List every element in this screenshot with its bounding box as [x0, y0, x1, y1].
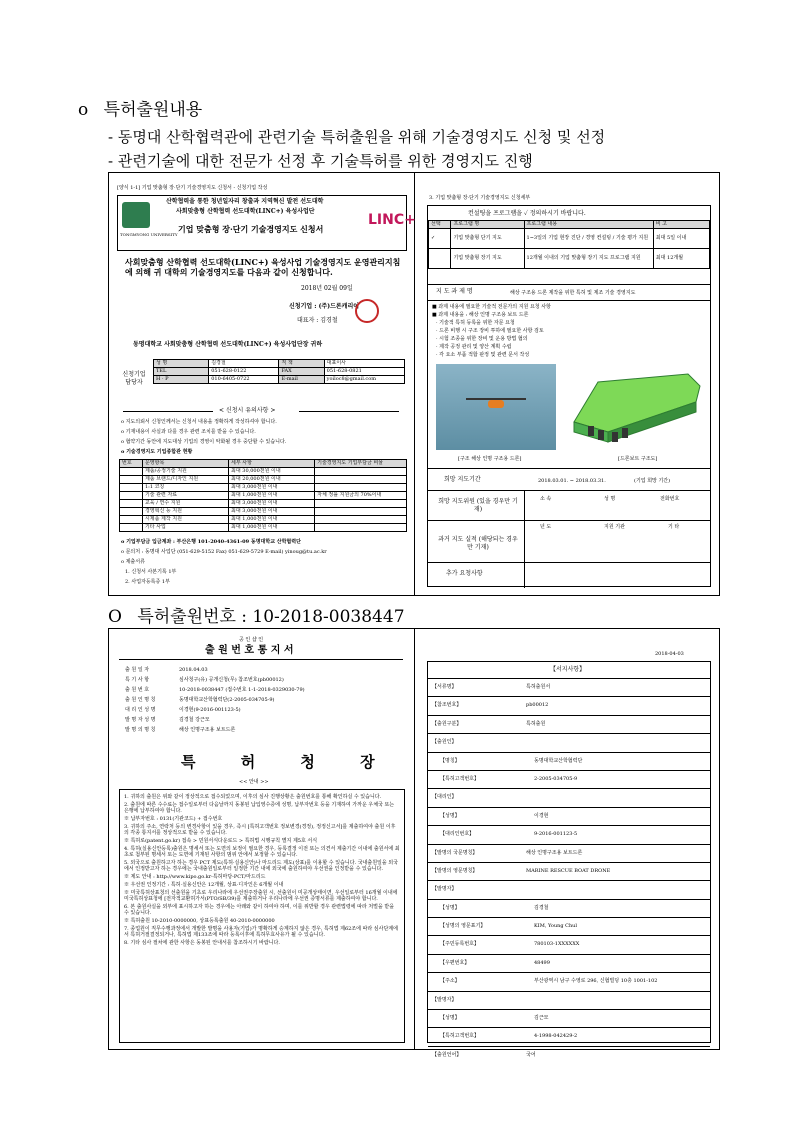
form-right-box [427, 205, 711, 587]
biblio-value: 특허출원 [526, 720, 546, 727]
contact-cell: 성 명 [154, 360, 209, 368]
biblio-label: 【특허고객번호】 [440, 1033, 479, 1040]
logo-label: TONGMYONG UNIVERSITY [120, 232, 178, 237]
guide-line: ※ 미국특허상표청의 선출원을 기초로 우리나라에 우선권주장출원 시, 선출원이 미공개상태이면, 우선일로부터 16개월 이내에 미국특허상표청에 [전자적교환허가서(PTO/SB/39)를 제출하거나 우리나라에 우선권 증명서류를 제출하여야 합니다. [124, 890, 398, 902]
org-line-1: 산학협력을 통한 청년일자리 창출과 지역혁신 발전 선도대학 [166, 198, 324, 205]
biblio-row [428, 862, 710, 880]
application-form-panel [108, 172, 720, 596]
program-cost-table [119, 459, 407, 532]
table-cell: 최대 3,000천원 이내 [229, 508, 315, 516]
table-cell: 기술 관련 자료 [142, 492, 228, 500]
biblio-label: 【대리인】 [432, 794, 457, 801]
field-value: 10-2018-0038447 (접수번호 1-1-2018-0329030-79) [179, 687, 305, 693]
form-right [415, 173, 719, 595]
biblio-label: 【성명】 [440, 812, 460, 819]
detail-line: · 제작 공정 관리 및 양산 계획 수립 [436, 344, 512, 350]
notice-right [415, 629, 719, 1058]
other-label: 추가 요청사항 [446, 570, 483, 577]
applicant-row [289, 303, 359, 311]
form-left-header-note: [양식 1-1] 기업 맞춤형 장·단기 기술경영지도 신청서 - 신청기업 작성 [117, 185, 268, 191]
boat-diagram [568, 362, 704, 454]
form-date: 2018년 02월 09일 [301, 285, 353, 292]
rule [119, 659, 403, 660]
guide-line: ※ 특허로(patent.go.kr) 접속 > 민원서식다운로드 > 특허법 시행규칙 별지 제5호 서식 [124, 838, 318, 844]
form-left [109, 173, 414, 595]
biblio-value: KIM, Young Chul [534, 923, 577, 930]
notice-top-small: 공 인 샵 인 [239, 637, 264, 643]
table-cell [120, 476, 143, 484]
image2-caption: [드론보트 구조도] [618, 456, 658, 462]
table-cell: 기업 맞춤형 단기 지도 [451, 229, 524, 249]
biblio-value: MARINE RESCUE BOAT DRONE [526, 867, 611, 874]
program-table [428, 220, 710, 269]
program-table-title: 컨설팅을 프로그램을 ✓ 정의하시기 바랍니다. [468, 210, 586, 217]
detail-line: · 각 요소 부품 적합 판정 및 관련 문서 작성 [436, 352, 530, 358]
drone-photo [436, 364, 556, 450]
table-cell: 교육 / 연수 지원 [142, 500, 228, 508]
footer-line: 1. 신청서 사본기록 1부 [125, 569, 177, 575]
contact-cell: E-mail [279, 376, 324, 384]
field-label: 발 명 의 명 칭 [125, 727, 156, 733]
biblio-label: 【발명의 영문명칭】 [432, 867, 478, 874]
rep-value: 김경철 [320, 317, 338, 324]
biblio-value: 48499 [534, 959, 550, 966]
contact-cell: 대표이사 [324, 360, 404, 368]
detail-line: ■ 과제 내용을 : 해상 인명 구조용 보트 드론 [432, 312, 529, 318]
guide-line: ※ 납부자번호 : 0131(기관코드) + 접수번호 [124, 816, 223, 822]
biblio-value: 특허출원서 [526, 684, 551, 690]
table-header: 비 고 [653, 221, 709, 229]
table-cell [315, 484, 407, 492]
commissioner-title: 특 허 청 장 [181, 753, 395, 771]
table-header: 기술경영지도 기업부담금 비율 [315, 460, 407, 468]
table-cell [315, 508, 407, 516]
image1-caption: [구조 해상 인명 구조용 드론] [458, 456, 522, 462]
contact-cell: FAX [279, 368, 324, 376]
period-value: 2018.03.01. ~ 2018.03.31. [538, 478, 606, 484]
bibliographic-box [427, 661, 711, 1058]
rep-label: 대표자 : [297, 317, 319, 324]
table-header-row [120, 460, 407, 468]
section2-marker: O [108, 607, 122, 627]
col-divider [524, 490, 525, 588]
biblio-row [428, 917, 710, 935]
detail-line: · 시험 조종을 위한 장비 및 운용 방법 협의 [436, 336, 528, 342]
contact-cell: TEL [154, 368, 209, 376]
contact-label: 신청기업 담당자 [122, 371, 146, 386]
company-seal-icon [355, 299, 379, 323]
checkbox-cell: ✓ [429, 229, 451, 249]
contact-row [154, 376, 405, 384]
table-header: 프로그램 명 [451, 221, 524, 229]
table-header-row [429, 221, 710, 229]
field-label: 출 원 인 명 칭 [125, 697, 156, 703]
table-cell: 최대 3,000천원 이내 [229, 500, 315, 508]
guide-line: 2. 출원에 따른 수수료는 접수일로부터 다음날까지 동봉된 납입영수증에 성명, 납부자번호 등을 기재하여 가까운 우체국 또는 은행에 납부하여야 합니다. [124, 802, 395, 814]
biblio-value [522, 789, 530, 806]
contact-cell: H · P [154, 376, 209, 384]
table-row [429, 229, 710, 249]
biblio-value: 김근모 [534, 1015, 549, 1022]
table-cell: 최대 1,000천원 이내 [229, 516, 315, 524]
table-cell [315, 468, 407, 476]
form-intro: 사회맞춤형 산학협력 선도대학(LINC+) 육성사업 기술경영지도 운영관리지침에 의해 귀 대학의 기술경영지도를 다음과 같이 신청합니다. [125, 257, 401, 277]
biblio-label: 【주민등록번호】 [440, 941, 479, 948]
guide-line: 5. 외국으로 출원하고자 하는 경우 PCT 제도(특허·실용신안)나 마드리드 제도(상표)를 이용할 수 있습니다. 국내출원일을 외국에서 인정받고자 하는 경우에는 국내출원일로부터 일정한 기간 내에 외국에 출원하여야 우선권을 인정받을 수 있습니다. [124, 860, 398, 872]
biblio-row [428, 1009, 710, 1027]
table-cell: 경영혁신 등 지원 [142, 508, 228, 516]
table-cell [315, 476, 407, 484]
table-cell: 12개월 이내의 기업 맞춤형 장기 지도 프로그램 지원 [524, 249, 653, 269]
biblio-value: 9-2016-001123-5 [534, 831, 578, 838]
table-cell [120, 468, 143, 476]
rule [428, 520, 710, 521]
table-cell [120, 508, 143, 516]
table-cell: 최대 3,000천원 이내 [229, 484, 315, 492]
table-row [120, 524, 407, 532]
notice-line: o 기재내용이 사실과 다를 경우 관련 조치를 받을 수 있습니다. [121, 429, 256, 435]
table-cell [120, 484, 143, 492]
field-label: 대 리 인 성 명 [125, 707, 156, 713]
table-cell [120, 524, 143, 532]
field-label: 발 명 자 성 명 [125, 717, 156, 723]
contact-cell: yoiloc8@gmail.com [324, 376, 404, 384]
expert-label: 희망 지도위원 (있을 경우만 기재) [438, 498, 518, 513]
biblio-row [428, 752, 710, 770]
rep-row [297, 317, 338, 325]
table-row [120, 500, 407, 508]
guide-line: 6. 본 출원사실을 외부에 표시하고자 하는 경우에는 아래와 같이 하여야 하며, 이를 위반할 경우 관련법령에 따라 처벌을 받을 수 있습니다. [124, 904, 395, 916]
topic-label: 지 도 과 제 명 [436, 288, 473, 295]
notice-rule-left [123, 411, 213, 412]
section2-heading [108, 602, 405, 627]
table-row [120, 484, 407, 492]
section1-heading [78, 95, 202, 120]
table-header: 프로그램 내용 [524, 221, 653, 229]
table-row [120, 508, 407, 516]
period-label: 희망 지도기간 [444, 476, 481, 483]
biblio-value [522, 992, 530, 1009]
biblio-row [428, 972, 710, 990]
rule [428, 468, 710, 469]
table-cell: 자체 정률 지원금의 70%이내 [315, 492, 407, 500]
biblio-row [428, 696, 710, 714]
drone-arms [466, 398, 526, 400]
biblio-row [428, 788, 710, 806]
field-label: 출 원 번 호 [125, 687, 150, 693]
history-head: 지원 기관 [604, 524, 625, 530]
biblio-label: 【발명자】 [432, 886, 457, 893]
applicant-label: 신청기업 : [289, 303, 317, 310]
biblio-row [428, 807, 710, 825]
table-cell: 최대 12개월 [653, 249, 709, 269]
table-cell: 최대 30,000천원 이내 [229, 468, 315, 476]
biblio-row [428, 678, 710, 696]
table-cell [120, 516, 143, 524]
drone-icon [488, 400, 504, 408]
table-header: 세부 사항 [229, 460, 315, 468]
topic-value: 해상 구조용 드론 제작을 위한 특허 및 제조 기술 경영지도 [510, 290, 636, 296]
history-head: 년 도 [540, 524, 552, 530]
biblio-row [428, 733, 710, 751]
section1-title: 특허출원내용 [103, 100, 203, 120]
biblio-value: 이경현 [534, 812, 549, 819]
biblio-row [428, 954, 710, 972]
footer-line: o 문의처 : 동명대 사업단 (051-629-5152 Fax) 051-629-5729 E-mail) yinoug@tu.ac.kr [121, 549, 327, 555]
notice-date: 2018-04-03 [655, 651, 684, 657]
biblio-row [428, 880, 710, 898]
biblio-label: 【명칭】 [440, 757, 460, 764]
table-cell: 최대 20,000천원 이내 [229, 476, 315, 484]
table-cell: 기타 사업 [142, 524, 228, 532]
guide-line: 7. 종업원이 직무수행과정에서 개발한 발명을 사용자(기업)가 명확하게 승계하지 않은 경우, 특허법 제62조에 따라 심사단계에서 특허거절결정되거나, 특허법 제133조에 따라 등록이후에 특허무효사유가 될 수 있습니다. [124, 926, 398, 938]
history-label: 과거 지도 실적 (해당되는 경우만 기재) [438, 536, 518, 551]
section1-bullet-2: - 관련기술에 대한 전문가 선정 후 기술특허를 위한 경영지도 진행 [108, 152, 533, 170]
table-row [429, 249, 710, 269]
notice-rule-right [299, 411, 399, 412]
guide-label: << 안내 >> [239, 779, 269, 785]
applicant-value: (주)드론캐리어 [318, 303, 360, 310]
biblio-label: 【출원구분】 [432, 720, 462, 727]
section2-title: 특허출원번호 : 10-2018-0038447 [137, 607, 405, 627]
biblio-label: 【서류명】 [432, 684, 457, 690]
field-value: 해상 인명구조용 보트드론 [179, 727, 236, 733]
linc-logo: LINC+ [368, 212, 416, 228]
contact-cell: 051-628-0122 [209, 368, 279, 376]
biblio-value [522, 734, 530, 751]
footer-line: o 기업부담금 입금계좌 : 부산은행 101-2040-4361-09 동명대학교 산학협력단 [121, 539, 301, 545]
form-title: 기업 맞춤형 장·단기 기술경영지도 신청서 [178, 224, 324, 234]
biblio-value: 4-1998-042429-2 [534, 1033, 578, 1040]
biblio-row [428, 825, 710, 843]
checkbox-cell [429, 249, 451, 269]
biblio-value: 국어 [526, 1051, 536, 1058]
guide-line: ※ 제도 안내 : http://www.kipo.go.kr-특허마당-PCT/마드리드 [124, 874, 266, 880]
biblio-value: 해상 인명구조용 보트드론 [526, 849, 583, 856]
guide-line: ※ 특허출원 10-2010-0000000, 상표등록출원 40-2010-0000000 [124, 918, 275, 924]
recipient: 동명대학교 사회맞춤형 산학협력 선도대학(LINC+) 육성사업단장 귀하 [133, 341, 323, 348]
contact-cell: 직 책 [279, 360, 324, 368]
org-line-2: 사회맞춤형 산학협력 선도대학(LINC+) 육성사업단 [176, 208, 315, 215]
biblio-row [428, 1027, 710, 1045]
table-row [120, 516, 407, 524]
biblio-value [522, 881, 530, 898]
biblio-row [428, 991, 710, 1009]
detail-line: · 기술적 특허 등록을 위한 자문 요청 [436, 320, 515, 326]
field-value: 심사청구(유) 공개신청(무) 참조번호(pb00012) [179, 677, 284, 683]
biblio-label: 【대리인번호】 [440, 831, 475, 838]
table-cell: 최대 1,000천원 이내 [229, 524, 315, 532]
biblio-value: pb00012 [526, 702, 549, 709]
rule [428, 490, 710, 491]
table-cell: 최대 5일 이내 [653, 229, 709, 249]
expert-head: 소 속 [540, 496, 552, 502]
section1-bullet-1: - 동명대 산학협력관에 관련기술 특허출원을 위해 기술경영지도 신청 및 선정 [108, 128, 606, 146]
guide-line: 3. 귀하의 주소, 연락처 등의 변경사항이 있을 경우, 즉시 [특허고객번호 정보변경(경정), 정정신고서]를 제출하여야 출원 이후의 각종 통지서를 정상적으로 받을 수 있습니다. [124, 824, 396, 836]
rule [428, 562, 710, 563]
biblio-value: 780103-1XXXXXX [534, 941, 580, 948]
footer-line: 2. 사업자등록증 1부 [125, 579, 170, 585]
notice-line: o 기술경영지도 기업종합관 현황 [121, 449, 193, 455]
biblio-value: 부산광역시 남구 수영로 296, 신협빌딩 10층 1001-102 [534, 978, 658, 985]
biblio-value: 김경철 [534, 904, 549, 911]
biblio-row [428, 899, 710, 917]
biblio-value: 동명대학교산학협력단 [534, 757, 583, 764]
expert-head: 성 명 [604, 496, 616, 502]
table-cell [120, 492, 143, 500]
history-head: 기 타 [668, 524, 680, 530]
rule [428, 284, 710, 285]
table-cell: 기업 맞춤형 장기 지도 [451, 249, 524, 269]
contact-cell: 051-628-0821 [324, 368, 404, 376]
contact-table [153, 359, 405, 384]
guide-box [119, 789, 405, 1043]
table-cell: 제품 브랜드/디자인 지원 [142, 476, 228, 484]
biblio-label: 【출원언어】 [432, 1051, 462, 1058]
university-logo-icon [122, 202, 150, 228]
table-row [120, 476, 407, 484]
field-value: 2018.04.03 [179, 667, 208, 673]
guide-line: 8. 기타 심사 절차에 관한 사항은 동봉된 안내서를 참조하시기 바랍니다. [124, 940, 280, 946]
biblio-row [428, 770, 710, 788]
table-row [120, 492, 407, 500]
guide-line: ※ 우선권 인정기간 : 특허·실용신안은 12개월, 상표·디자인은 6개월 이내 [124, 882, 284, 888]
table-header: 선택 [429, 221, 451, 229]
table-cell: 최대 1,000천원 이내 [229, 492, 315, 500]
section1-marker: o [78, 100, 89, 120]
biblio-label: 【출원인】 [432, 739, 457, 746]
biblio-value: 2-2005-034705-9 [534, 775, 578, 782]
expert-head: 전화번호 [660, 496, 680, 502]
biblio-label: 【성명의 영문표기】 [440, 923, 486, 930]
biblio-label: 【발명의 국문명칭】 [432, 849, 478, 856]
field-label: 특 기 사 항 [125, 677, 150, 683]
field-label: 출 원 일 자 [125, 667, 150, 673]
table-cell: 제품/공정기술 지원 [142, 468, 228, 476]
notice-left [109, 629, 414, 1049]
table-header: 운영항목 [142, 460, 228, 468]
table-cell: 1:1 코칭 [142, 484, 228, 492]
table-cell: 시제품 제작 지원 [142, 516, 228, 524]
biblio-label: 【특허고객번호】 [440, 775, 479, 782]
field-value: 이경현(9-2016-001123-5) [179, 707, 241, 713]
bibliographic-list [428, 678, 710, 1064]
biblio-row [428, 844, 710, 862]
biblio-label: 【주소】 [440, 978, 460, 985]
biblio-row [428, 935, 710, 953]
guide-line: 4. 특허(실용신안등록)출원은 명세서 또는 도면의 보정이 필요한 경우, 등록결정 이전 또는 의견서 제출기간 이내에 출원서에 최초로 첨부된 명세서 또는 도면에 기재된 사항의 범위 안에서 보정할 수 있습니다. [124, 846, 400, 858]
table-cell: 1~3일의 기업 현장 진단 / 경영 컨설팅 / 기술 평가 지원 [524, 229, 653, 249]
field-value: 김경철 강근모 [179, 717, 210, 723]
table-cell [315, 500, 407, 508]
table-cell [315, 524, 407, 532]
table-cell [315, 516, 407, 524]
notice-title: < 신청시 유의사항 > [219, 407, 276, 414]
biblio-label: 【참조번호】 [432, 702, 462, 709]
form-right-header-note: 3. 기업 맞춤형 장·단기 기술경영지도 신청세부 [429, 195, 531, 201]
detail-line: · 드론 비행 시 구조 장비 투하에 필요한 사항 검토 [436, 328, 544, 334]
biblio-label: 【우편번호】 [440, 959, 470, 966]
application-notice-panel [108, 628, 720, 1058]
field-value: 동명대학교산학협력단(2-2005-034705-9) [179, 697, 275, 703]
form-left-title-box [117, 195, 416, 251]
table-header: 번호 [120, 460, 143, 468]
bibliographic-heading: 【서지사항】 [550, 666, 586, 673]
contact-cell: 010-6405-0722 [209, 376, 279, 384]
contact-row [154, 360, 405, 368]
period-note: (기업 희망 기간) [634, 478, 671, 484]
notice-line: o 협약기간 동안에 지도대상 기업의 경영이 악화될 경우 중단할 수 있습니다. [121, 439, 287, 445]
biblio-row [428, 715, 710, 733]
biblio-label: 【성명】 [440, 904, 460, 911]
notice-line: o 지도의뢰서 신청인께서는 신청서 내용을 정확하게 작성하셔야 합니다. [121, 419, 277, 425]
guide-line: 1. 귀하의 출원은 위와 같이 정상적으로 접수되었으며, 이후의 심사 진행상황은 출원번호를 통해 확인하실 수 있습니다. [124, 794, 382, 800]
rule [428, 300, 710, 301]
biblio-label: 【성명】 [440, 1015, 460, 1022]
table-row [120, 468, 407, 476]
table-cell [120, 500, 143, 508]
notice-title: 출 원 번 호 통 지 서 [205, 645, 294, 656]
biblio-label: 【발명자】 [432, 996, 457, 1003]
footer-line: o 제출서류 [121, 559, 145, 565]
contact-cell: 김경철 [209, 360, 279, 368]
biblio-row [428, 1046, 710, 1064]
detail-line: ■ 과제 내용에 필요한 기술적 전문가의 지원 요청 사항 [432, 304, 551, 310]
contact-row [154, 368, 405, 376]
